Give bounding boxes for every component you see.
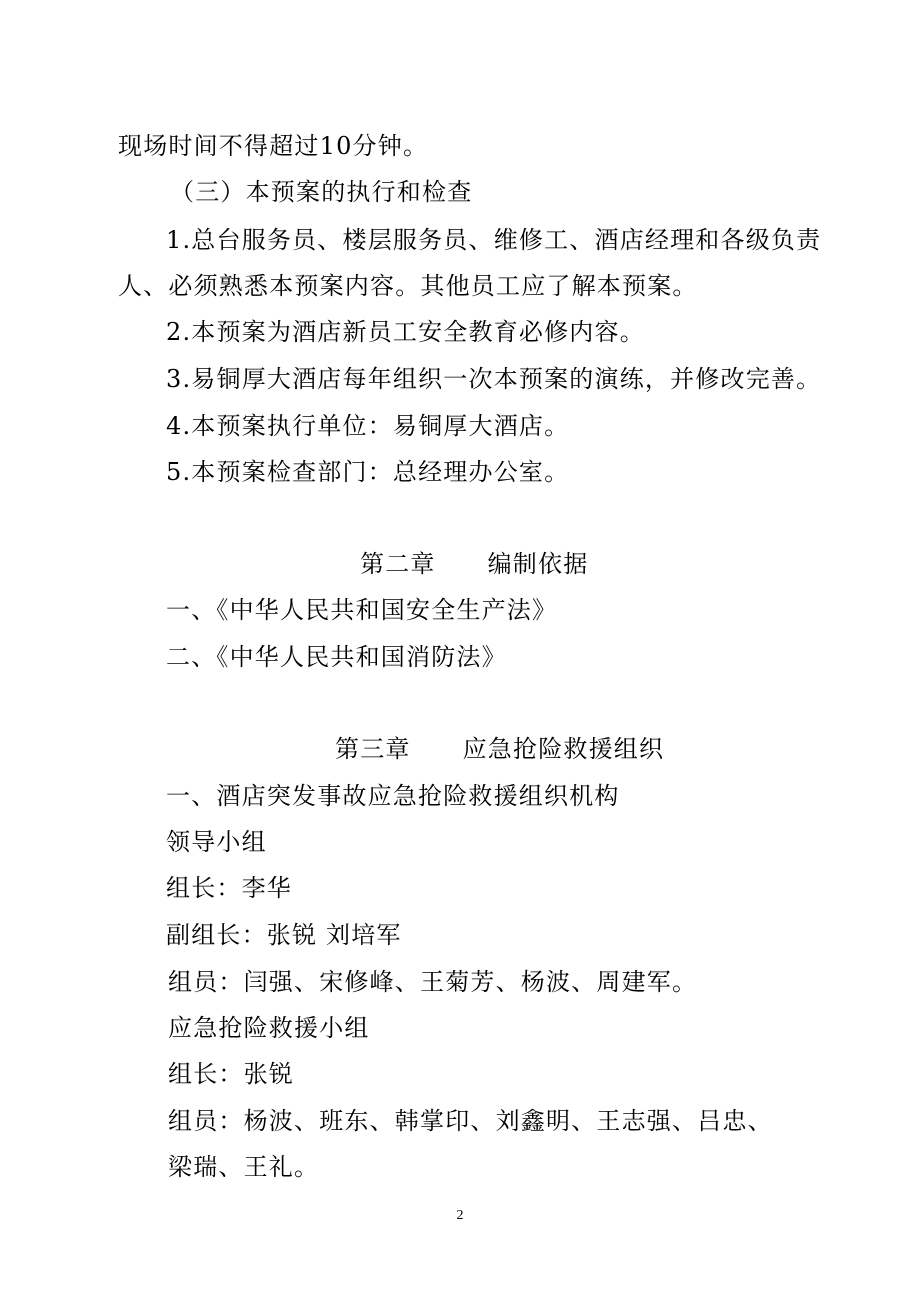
- text-line: 3.易铜厚大酒店每年组织一次本预案的演练，并修改完善。: [166, 365, 822, 393]
- chapter-title: 应急抢险救援组织: [462, 735, 665, 763]
- text-line: 现场时间不得超过10分钟。: [118, 132, 429, 160]
- text-line: 梁瑞、王礼。: [168, 1153, 320, 1181]
- chapter-heading: [360, 549, 588, 579]
- text-line: 组长：李华: [166, 874, 292, 902]
- text-line: 领导小组: [166, 828, 267, 856]
- chapter-number: 第二章: [360, 550, 436, 578]
- text-line: 副组长：张锐 刘培军: [166, 921, 402, 949]
- text-line: 组长：张锐: [168, 1060, 294, 1088]
- text-line: 人、必须熟悉本预案内容。其他员工应了解本预案。: [118, 272, 698, 300]
- section-heading: （三）本预案的执行和检查: [170, 178, 473, 206]
- page-number: 2: [456, 1208, 464, 1223]
- text-line: 一、酒店突发事故应急抢险救援组织机构: [166, 782, 620, 810]
- text-line: 2.本预案为酒店新员工安全教育必修内容。: [166, 318, 645, 346]
- chapter-title: 编制依据: [487, 550, 589, 578]
- text-line: 4.本预案执行单位：易铜厚大酒店。: [166, 412, 570, 440]
- text-line: 组员：杨波、班东、韩掌印、刘鑫明、王志强、吕忠、: [168, 1107, 773, 1135]
- chapter-heading: [335, 734, 664, 764]
- text-line: 5.本预案检查部门：总经理办公室。: [166, 458, 570, 486]
- list-item: 一、《中华人民共和国安全生产法》: [166, 596, 558, 624]
- text-line: 应急抢险救援小组: [168, 1014, 370, 1042]
- chapter-number: 第三章: [335, 735, 411, 763]
- list-item: 二、《中华人民共和国消防法》: [166, 643, 507, 671]
- text-line: 1.总台服务员、楼层服务员、维修工、酒店经理和各级负责: [166, 226, 822, 254]
- text-line: 组员：闫强、宋修峰、王菊芳、杨波、周建军。: [168, 968, 698, 996]
